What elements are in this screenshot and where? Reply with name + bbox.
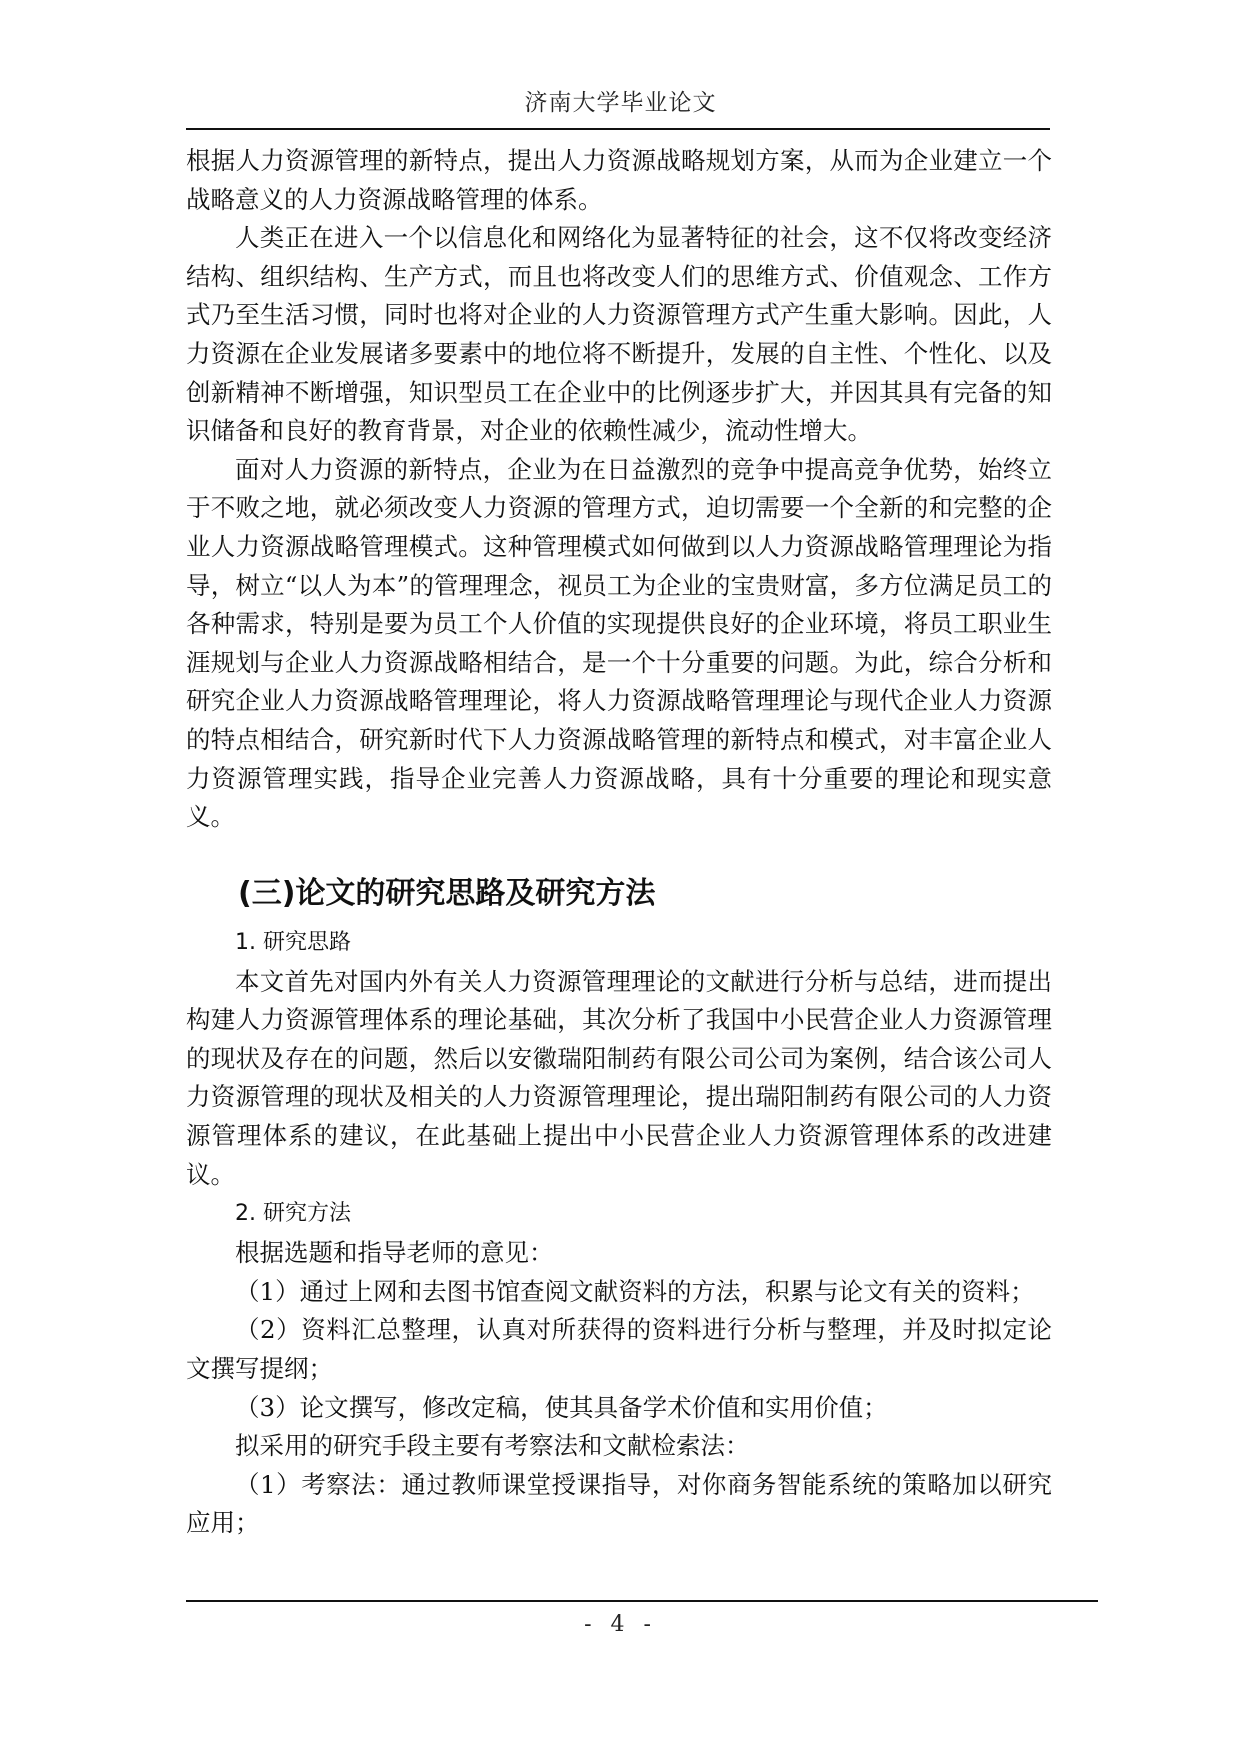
page-content xyxy=(186,142,1052,1543)
paragraph-means-intro: 拟采用的研究手段主要有考察法和文献检索法： xyxy=(235,1431,750,1461)
page-number: - 4 - xyxy=(584,1612,657,1637)
header-rule xyxy=(186,128,1050,130)
list-item-method-1: （1）通过上网和去图书馆查阅文献资料的方法，积累与论文有关的资料； xyxy=(235,1276,1035,1306)
running-header: 济南大学毕业论文 xyxy=(524,90,717,116)
list-item-method-2: （2）资料汇总整理，认真对所获得的资料进行分析与整理，并及时拟定论文撰写提纲； xyxy=(186,1315,1052,1384)
list-item-method-3: （3）论文撰写，修改定稿，使其具备学术价值和实用价值； xyxy=(235,1392,888,1422)
section-heading: (三)论文的研究思路及研究方法 xyxy=(238,875,656,911)
paragraph-society: 人类正在进入一个以信息化和网络化为显著特征的社会，这不仅将改变经济结构、组织结构、生产方式，而且也将改变人们的思维方式、价值观念、工作方式乃至生活习惯，同时也将对企业的人力资源管理方式产生重大影响。因此，人力资源在企业发展诸多要素中的地位将不断提升，发展的自主性、个性化、以及创新精神不断增强，知识型员工在企业中的比例逐步扩大，并因其具有完备的知识储备和良好的教育背景，对企业的依赖性减少，流动性增大。 xyxy=(186,223,1052,446)
paragraph-research-approach: 本文首先对国内外有关人力资源管理理论的文献进行分析与总结，进而提出构建人力资源管理体系的理论基础，其次分析了我国中小民营企业人力资源管理的现状及存在的问题，然后以安徽瑞阳制药有限公司公司为案例，结合该公司人力资源管理的现状及相关的人力资源管理理论，提出瑞阳制药有限公司的人力资源管理体系的建议，在此基础上提出中小民营企业人力资源管理体系的改进建议。 xyxy=(186,966,1052,1189)
subheading-research-methods: 2. 研究方法 xyxy=(235,1201,351,1227)
footer-rule xyxy=(186,1600,1098,1602)
paragraph-new-features: 面对人力资源的新特点，企业为在日益激烈的竞争中提高竞争优势，始终立于不败之地，就必须改变人力资源的管理方式，迫切需要一个全新的和完整的企业人力资源战略管理模式。这种管理模式如何做到以人力资源战略管理理论为指导，树立“以人为本”的管理理念，视员工为企业的宝贵财富，多方位满足员工的各种需求，特别是要为员工个人价值的实现提供良好的企业环境，将员工职业生涯规划与企业人力资源战略相结合，是一个十分重要的问题。为此，综合分析和研究企业人力资源战略管理理论，将人力资源战略管理理论与现代企业人力资源的特点相结合，研究新时代下人力资源战略管理的新特点和模式，对丰富企业人力资源管理实践，指导企业完善人力资源战略，具有十分重要的理论和现实意义。 xyxy=(186,454,1052,832)
paragraph-methods-intro: 根据选题和指导老师的意见： xyxy=(235,1238,554,1268)
paragraph-continued: 根据人力资源管理的新特点，提出人力资源战略规划方案，从而为企业建立一个战略意义的人力资源战略管理的体系。 xyxy=(186,146,1052,214)
list-item-means-1: （1）考察法：通过教师课堂授课指导，对你商务智能系统的策略加以研究应用； xyxy=(186,1469,1052,1538)
subheading-research-approach: 1. 研究思路 xyxy=(235,929,351,955)
